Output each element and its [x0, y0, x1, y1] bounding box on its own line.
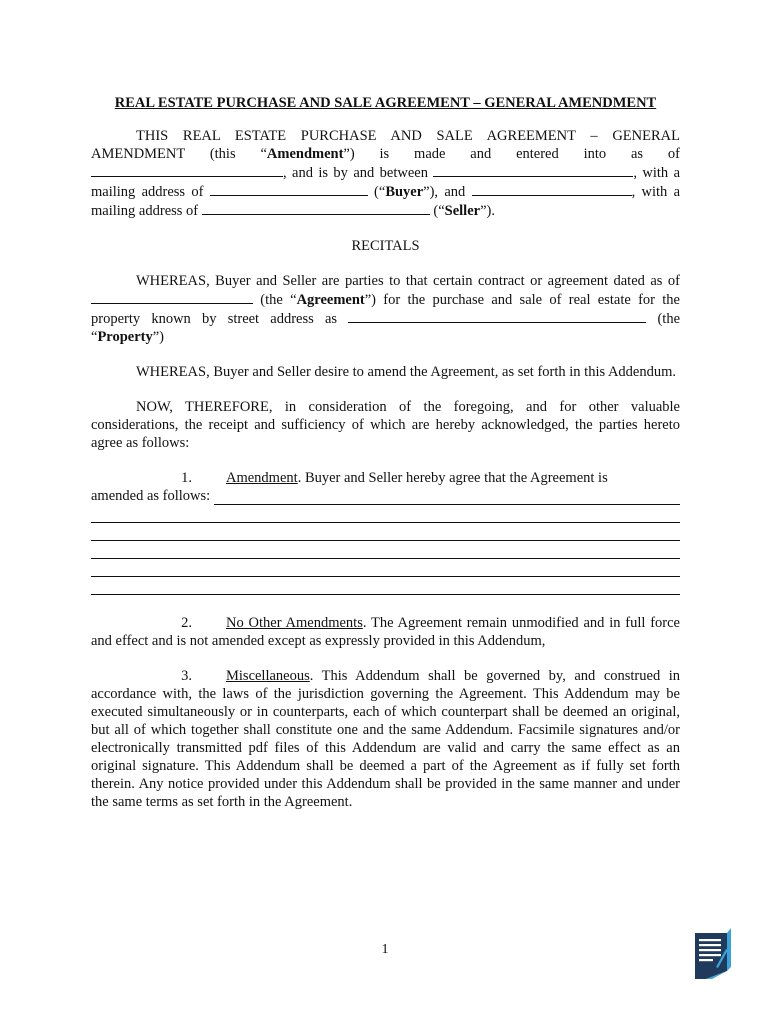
seller-name-blank[interactable]: [472, 182, 632, 196]
intro-text-2: ”) is made and entered into as of: [343, 146, 680, 162]
property-term: Property: [97, 329, 153, 345]
recitals-heading: RECITALS: [351, 238, 420, 254]
section-1-text-2: amended as follows:: [91, 488, 211, 504]
amendment-line-3[interactable]: [91, 523, 680, 541]
amendment-line-6[interactable]: [91, 577, 680, 595]
section-2-heading: No Other Amendments: [226, 615, 363, 631]
whereas1-text-3: ”) for the purchase and sale of real estate for the property known by street address as: [91, 292, 680, 327]
document-logo-icon: [692, 927, 732, 981]
section-3-heading: Miscellaneous: [226, 668, 310, 684]
intro-text-5: (“: [367, 184, 386, 200]
amendment-line-4[interactable]: [91, 541, 680, 559]
intro-text-7: , with a mailing address of: [91, 184, 681, 219]
intro-text-9: ”).: [480, 203, 495, 219]
amendment-line-2[interactable]: [91, 505, 680, 523]
document-page: [91, 94, 680, 811]
whereas-paragraph-1: [91, 272, 680, 346]
document-title: REAL ESTATE PURCHASE AND SALE AGREEMENT – GENERAL AMENDMENT: [114, 95, 657, 111]
section-3-number: 3.: [181, 668, 192, 684]
intro-text-6: ”), and: [423, 184, 466, 200]
whereas1-text-4: (the “: [91, 311, 681, 345]
intro-paragraph: [91, 127, 680, 220]
amendment-line-1[interactable]: [214, 490, 680, 505]
section-1: [91, 469, 680, 487]
date-blank[interactable]: [91, 163, 283, 177]
section-1-amend-row: [91, 487, 680, 505]
intro-text-8: (“: [429, 203, 445, 219]
section-3-text: . This Addendum shall be governed by, and construed in accordance with, the laws of the jurisdiction governing the Agreement. This Addendum may be executed simultaneously or in counterparts, each of which counterpart shall be deemed an original, but all of which together shall constitute one and the same Addendum. Facsimile signatures and/or electronically transmitted pdf files of this Addendum are valid and carry the same effect as an original signature. This Addendum shall be deemed a part of the Agreement as if fully set forth therein. Any notice provided under this Addendum shall be provided in the same manner and under the same terms as set forth in the Agreement.: [91, 668, 680, 810]
section-1-number: 1.: [181, 470, 192, 486]
whereas-paragraph-2: WHEREAS, Buyer and Seller desire to amend the Agreement, as set forth in this Addendum.: [136, 364, 677, 380]
section-1-text: . Buyer and Seller hereby agree that the Agreement is: [297, 470, 608, 486]
section-2-number: 2.: [181, 615, 192, 631]
amendment-term: Amendment: [266, 146, 344, 162]
intro-text: THIS REAL ESTATE PURCHASE AND SALE AGREEMENT – GENERAL AMENDMENT (this “: [91, 128, 680, 162]
buyer-name-blank[interactable]: [433, 163, 633, 177]
whereas1-text-2: (the “: [253, 292, 297, 308]
agreement-date-blank[interactable]: [91, 290, 253, 304]
agreement-term: Agreement: [296, 292, 365, 308]
seller-term: Seller: [444, 203, 481, 219]
page-number: 1: [381, 942, 389, 957]
whereas1-text: WHEREAS, Buyer and Seller are parties to that certain contract or agreement dated as of: [136, 273, 680, 289]
buyer-address-blank[interactable]: [210, 182, 368, 196]
amendment-line-5[interactable]: [91, 559, 680, 577]
section-2-text: . The Agreement remain unmodified and in full force and effect and is not amended except as expressly provided in this Addendum,: [91, 615, 680, 649]
intro-text-4: , with a mailing address of: [91, 165, 681, 200]
now-therefore-paragraph: NOW, THEREFORE, in consideration of the foregoing, and for other valuable considerations, the receipt and sufficiency of which are hereby acknowledged, the parties hereto agree as follows:: [91, 399, 680, 451]
section-2: [91, 614, 680, 650]
seller-address-blank[interactable]: [202, 201, 430, 215]
whereas1-text-5: ”): [152, 329, 164, 345]
section-1-heading: Amendment: [226, 470, 298, 486]
intro-text-3: , and is by and between: [283, 165, 428, 181]
buyer-term: Buyer: [385, 184, 424, 200]
property-address-blank[interactable]: [348, 309, 646, 323]
section-3: [91, 667, 680, 811]
